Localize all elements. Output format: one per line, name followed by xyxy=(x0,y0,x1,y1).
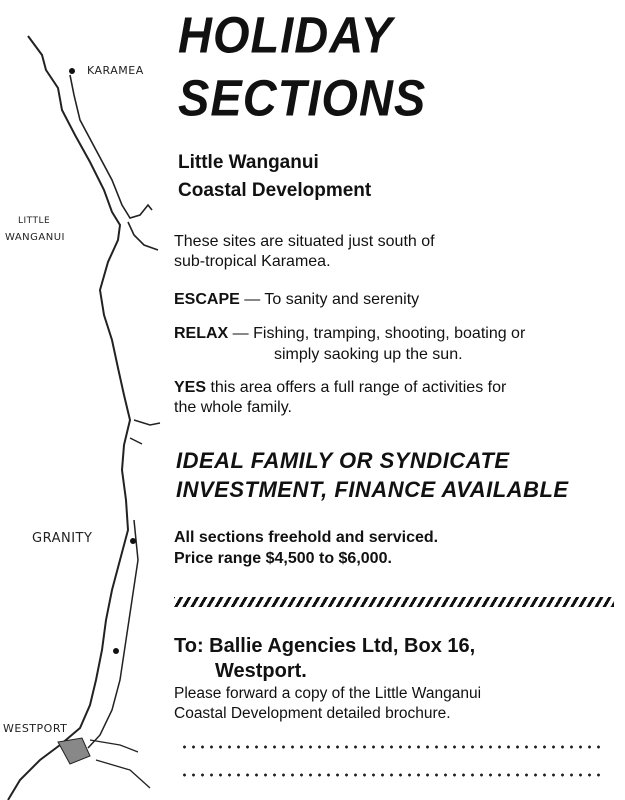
escape-text: — To sanity and serenity xyxy=(239,291,420,308)
yes-label: YES xyxy=(174,379,207,396)
coupon-address-line-2: Westport. xyxy=(215,660,307,682)
escape-line xyxy=(174,290,419,310)
name-fill-in-line[interactable] xyxy=(180,745,605,749)
coupon-cut-line xyxy=(174,597,614,607)
map-label-granity: GRANITY xyxy=(32,531,93,546)
sections-line-1: All sections freehold and serviced. xyxy=(174,529,439,546)
karamea-marker xyxy=(69,68,75,74)
intro-line-1: These sites are situated just south of xyxy=(174,233,435,250)
investment-line-1: IDEAL FAMILY OR SYNDICATE xyxy=(176,448,510,473)
coastline-drawing xyxy=(0,0,175,800)
escape-label: ESCAPE xyxy=(174,291,240,308)
relax-text-continued: simply saoking up the sun. xyxy=(274,346,463,363)
headline-line-2: SECTIONS xyxy=(178,68,427,127)
town-marker xyxy=(113,648,119,654)
coupon-request-line-2: Coastal Development detailed brochure. xyxy=(174,705,451,722)
yes-line xyxy=(174,378,506,398)
investment-line-2: INVESTMENT, FINANCE AVAILABLE xyxy=(176,477,569,502)
yes-text-continued: the whole family. xyxy=(174,399,292,416)
map-label-karamea: KARAMEA xyxy=(87,64,144,77)
relax-text: — Fishing, tramping, shooting, boating or xyxy=(228,325,526,342)
map-label-wanganui: WANGANUI xyxy=(5,232,66,243)
yes-text: this area offers a full range of activities for xyxy=(206,379,507,396)
map-label-westport: WESTPORT xyxy=(3,722,68,735)
coupon-address-line-1: To: Ballie Agencies Ltd, Box 16, xyxy=(174,635,476,657)
subtitle-line-1: Little Wanganui xyxy=(178,152,319,173)
granity-marker xyxy=(130,538,136,544)
subtitle-line-2: Coastal Development xyxy=(178,180,372,201)
headline-line-1: HOLIDAY xyxy=(178,5,394,64)
address-fill-in-line[interactable] xyxy=(180,773,605,777)
coastline-map xyxy=(0,0,175,800)
relax-label: RELAX xyxy=(174,325,229,342)
relax-line xyxy=(174,324,525,344)
sections-line-2: Price range $4,500 to $6,000. xyxy=(174,550,392,567)
advertisement xyxy=(170,0,620,800)
coupon-request-line-1: Please forward a copy of the Little Wanganui xyxy=(174,685,482,702)
map-label-little: LITTLE xyxy=(18,216,51,226)
intro-line-2: sub-tropical Karamea. xyxy=(174,253,331,270)
